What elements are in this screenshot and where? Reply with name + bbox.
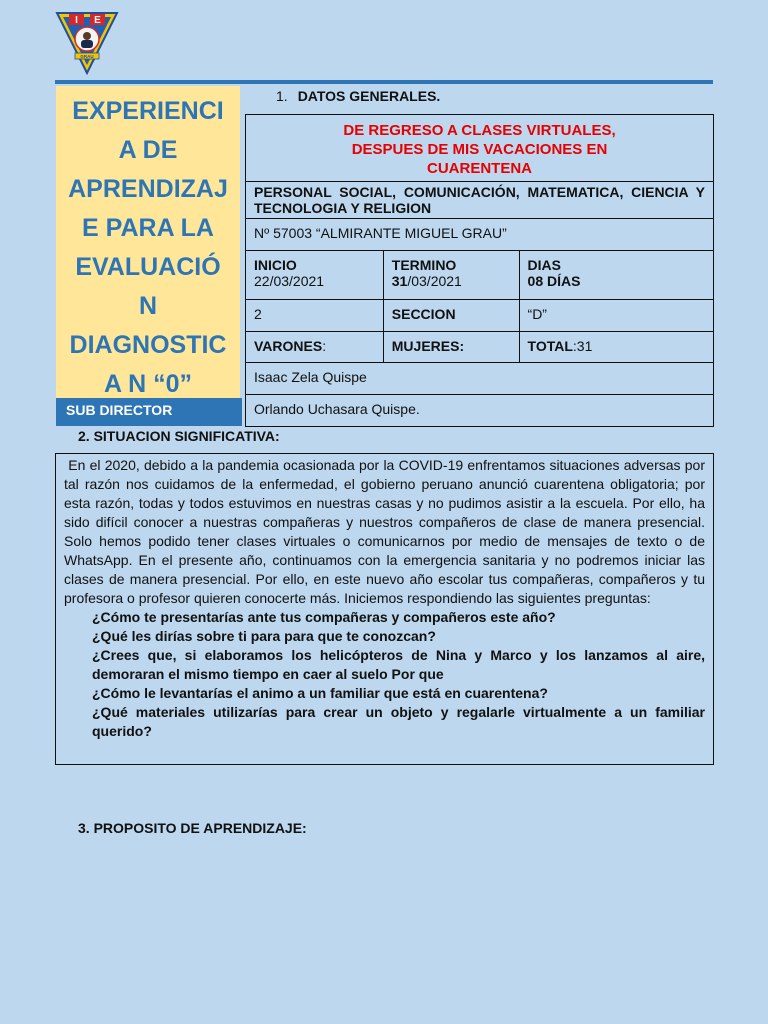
- inicio-cell: [246, 251, 384, 300]
- table-row: [246, 363, 714, 395]
- varones-cell: [246, 332, 384, 363]
- total-cell: [519, 332, 713, 363]
- section2-heading: 2. SITUACION SIGNIFICATIVA:: [78, 428, 280, 444]
- sidebar-title-line: E PARA LA: [82, 214, 214, 242]
- mujeres-label: MUJERES:: [383, 332, 519, 363]
- experience-title: [246, 115, 714, 182]
- logo-ribbon-text: GRAU: [80, 54, 94, 59]
- curricular-areas: PERSONAL SOCIAL, COMUNICACIÓN, MATEMATICA, CIENCIA Y TECNOLOGIA Y RELIGION: [246, 182, 714, 219]
- school-name: Nº 57003 “ALMIRANTE MIGUEL GRAU”: [246, 219, 714, 251]
- logo-letter-i: I: [75, 15, 78, 26]
- termino-value: [392, 273, 511, 289]
- situation-box: [55, 453, 714, 765]
- section1-heading: [276, 88, 440, 104]
- section1-number: 1.: [276, 88, 288, 104]
- termino-rest: /03/2021: [407, 273, 462, 289]
- list-item: ¿Cómo le levantarías el animo a un familiar que está en cuarentena?: [92, 685, 548, 701]
- sidebar-title-line: N: [138, 292, 158, 320]
- sidebar-title-line: A DE: [118, 136, 178, 164]
- list-item: ¿Crees que, si elaboramos los helicópteros de Nina y Marco y los lanzamos al aire, demoraran el mismo tiempo en caer al suelo Por que: [92, 647, 705, 682]
- varones-suffix: :: [322, 338, 327, 354]
- table-row: [246, 219, 714, 251]
- total-label: TOTAL: [527, 338, 573, 354]
- varones-label: VARONES: [254, 338, 323, 354]
- subdirector-name: Orlando Uchasara Quispe.: [246, 395, 714, 427]
- experience-title-line: DE REGRESO A CLASES VIRTUALES,: [343, 122, 616, 139]
- dias-cell: [519, 251, 713, 300]
- table-row: [246, 251, 714, 300]
- list-item: ¿Qué les dirías sobre ti para para que te conozcan?: [92, 628, 436, 644]
- sidebar-title-line: APRENDIZAJ: [68, 175, 228, 203]
- experience-title-line: DESPUES DE MIS VACACIONES EN: [351, 141, 608, 158]
- list-item: ¿Cómo te presentarías ante tus compañeras y compañeros este año?: [92, 609, 556, 625]
- section3-heading: 3. PROPOSITO DE APRENDIZAJE:: [78, 820, 307, 836]
- school-logo-icon: [55, 9, 119, 75]
- sidebar-title-line: A N “0”: [104, 370, 192, 398]
- table-row: [246, 332, 714, 363]
- general-data-table: [245, 114, 714, 427]
- logo-letter-e: E: [94, 15, 101, 26]
- dias-label: DIAS: [527, 257, 561, 273]
- seccion-label: SECCION: [383, 300, 519, 332]
- sidebar-title-panel: [56, 86, 240, 398]
- total-value: :31: [572, 338, 593, 354]
- header-divider: [55, 80, 713, 84]
- termino-cell: [383, 251, 519, 300]
- sidebar-title-line: DIAGNOSTIC: [69, 331, 227, 359]
- grado-value: 2: [246, 300, 384, 332]
- seccion-value: “D”: [519, 300, 713, 332]
- question-list: [64, 608, 705, 741]
- situation-paragraph: En el 2020, debido a la pandemia ocasionada por la COVID-19 enfrentamos situaciones adversas por tal razón nos cuidamos de la enfermedad, el gobierno peruano anunció cuarentena obligatoria; por esta razón, todas y todos estuvimos en nuestras casas y no pudimos asistir a la escuela. Por ello, ha sido difícil conocer a nuestras compañeras y nuestros compañeros de clase de manera presencial. Solo hemos podido tener clases virtuales o comunicarnos por medio de mensajes de texto o de WhatsApp. En el presente año, continuamos con la emergencia sanitaria y no podremos iniciar las clases de manera presencial. Por ello, en este nuevo año escolar tus compañeras, compañeros y tu profesora o profesor quieren conocerte más. Iniciemos respondiendo las siguientes preguntas:: [64, 457, 705, 606]
- section1-heading-text: DATOS GENERALES.: [297, 88, 441, 104]
- table-row: [246, 395, 714, 427]
- sidebar-title-line: EXPERIENCI: [72, 97, 224, 125]
- termino-day: 31: [391, 273, 408, 289]
- table-row: [246, 115, 714, 182]
- sidebar-title-line: EVALUACIÓ: [75, 253, 221, 281]
- table-row: [246, 300, 714, 332]
- sidebar-title: [56, 92, 240, 404]
- docente-name: Isaac Zela Quispe: [246, 363, 714, 395]
- subdirector-label: SUB DIRECTOR: [56, 398, 242, 426]
- termino-label: TERMINO: [391, 257, 457, 273]
- table-row: [246, 182, 714, 219]
- experience-title-line: CUARENTENA: [427, 160, 532, 177]
- list-item: ¿Qué materiales utilizarías para crear un objeto y regalarle virtualmente a un familiar querido?: [92, 704, 705, 739]
- inicio-value: 22/03/2021: [254, 273, 325, 289]
- inicio-label: INICIO: [254, 257, 297, 273]
- dias-value: 08 DÍAS: [527, 273, 581, 289]
